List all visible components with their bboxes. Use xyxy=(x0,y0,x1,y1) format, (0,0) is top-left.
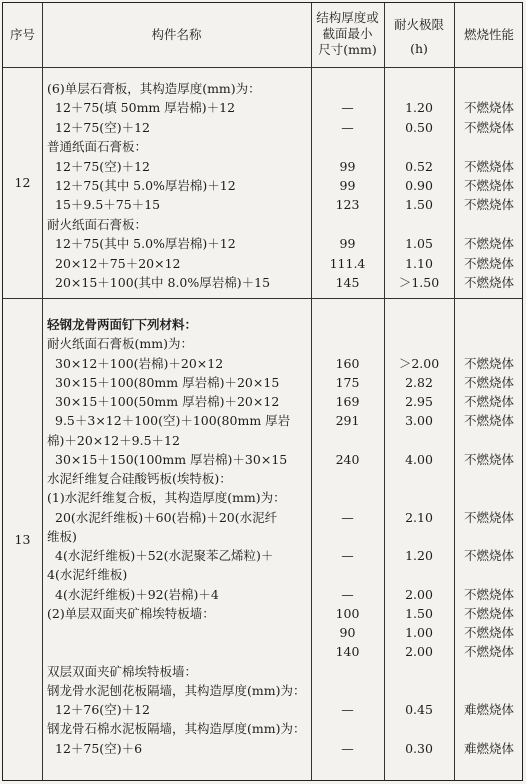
component-name: 4(水泥纤维板)＋52(水泥聚苯乙烯粒)＋ xyxy=(55,548,274,563)
thickness-value: — xyxy=(341,586,354,602)
burn-class-value: 不燃烧体 xyxy=(463,394,514,409)
header-limit: 耐火极限 (h) xyxy=(393,17,444,56)
component-name: 耐火纸面石膏板： xyxy=(47,216,148,232)
component-name: (1)水泥纤维复合板，其构造厚度(mm)为： xyxy=(47,490,286,506)
burn-class-value: 不燃烧体 xyxy=(463,100,514,116)
burn-class-value: 不燃烧体 xyxy=(463,355,514,371)
component-name: 4(水泥纤维板) xyxy=(47,567,128,583)
component-name: (2)单层双面夹矿棉埃特板墙： xyxy=(47,605,215,621)
thickness-value: 90 xyxy=(339,625,356,640)
fire-limit-value: 1.05 xyxy=(405,236,433,252)
fire-limit-value: 1.50 xyxy=(405,197,433,213)
burn-class-value: 不燃烧体 xyxy=(463,451,514,467)
component-name: 维板) xyxy=(47,528,77,544)
fire-limit-value: 4.00 xyxy=(405,451,433,467)
fire-limit-value: 2.00 xyxy=(405,586,433,602)
thickness-value: — xyxy=(341,100,354,116)
thickness-value: 100 xyxy=(335,605,360,621)
thickness-value: 291 xyxy=(335,413,360,429)
row-seq: 12 xyxy=(14,175,31,190)
component-name: 30×15＋150(100mm 厚岩棉)＋30×15 xyxy=(55,451,288,467)
thickness-value: — xyxy=(341,509,354,525)
thickness-value: 99 xyxy=(339,158,356,174)
fire-limit-value: 0.30 xyxy=(405,740,433,756)
col-divider xyxy=(42,3,43,780)
fire-limit-value: 2.10 xyxy=(405,509,433,525)
component-name: 钢龙骨石棉水泥板隔墙，其构造厚度(mm)为： xyxy=(47,721,306,737)
component-name: 棉)＋20×12＋9.5＋12 xyxy=(47,432,180,448)
fire-limit-value: 2.00 xyxy=(405,644,433,660)
burn-class-value: 难燃烧体 xyxy=(463,702,514,717)
burn-class-value: 不燃烧体 xyxy=(463,548,514,563)
burn-class-value: 不燃烧体 xyxy=(463,374,514,390)
component-name: 30×15＋100(80mm 厚岩棉)＋20×15 xyxy=(55,374,280,390)
thickness-value: — xyxy=(341,548,354,563)
burn-class-value: 难燃烧体 xyxy=(463,740,514,756)
thickness-value: — xyxy=(341,702,354,717)
thickness-value: 175 xyxy=(335,374,360,390)
fire-limit-value: 1.50 xyxy=(405,605,433,621)
thickness-value: 99 xyxy=(339,178,356,193)
component-name: 普通纸面石膏板： xyxy=(47,139,148,155)
component-name: 20(水泥纤维板)＋60(岩棉)＋20(水泥纤 xyxy=(55,509,278,525)
component-name: 耐火纸面石膏板(mm)为： xyxy=(47,336,193,352)
component-name: 30×12＋100(岩棉)＋20×12 xyxy=(55,355,224,371)
fire-limit-value: 0.50 xyxy=(405,119,433,135)
thickness-value: 160 xyxy=(335,355,360,371)
component-name: 双层双面夹矿棉埃特板墙： xyxy=(47,663,198,679)
component-name: 20×12＋75＋20×12 xyxy=(55,255,181,271)
burn-class-value: 不燃烧体 xyxy=(463,119,514,135)
component-name: 12＋75(其中 5.0%厚岩棉)＋12 xyxy=(55,178,236,193)
fire-limit-value: 1.00 xyxy=(405,625,433,640)
thickness-value: 240 xyxy=(335,451,360,467)
row-seq: 13 xyxy=(14,532,31,547)
component-name: 12＋75(填 50mm 厚岩棉)＋12 xyxy=(55,100,236,116)
thickness-value: — xyxy=(341,119,354,135)
component-name: 12＋75(空)＋12 xyxy=(55,158,150,174)
fire-limit-value: 2.95 xyxy=(405,394,433,409)
header-seq: 序号 xyxy=(9,27,35,42)
burn-class-value: 不燃烧体 xyxy=(463,625,514,640)
burn-class-value: 不燃烧体 xyxy=(463,509,514,525)
fire-rating-table xyxy=(2,2,523,781)
burn-class-value: 不燃烧体 xyxy=(463,275,514,290)
component-name: 12＋75(空)＋12 xyxy=(55,119,150,135)
fire-limit-value: 1.20 xyxy=(405,548,433,563)
fire-limit-value: 0.90 xyxy=(405,178,433,193)
fire-limit-value: 0.45 xyxy=(405,702,433,717)
burn-class-value: 不燃烧体 xyxy=(463,158,514,174)
header-divider xyxy=(3,67,522,68)
component-name: (6)单层石膏板，其构造厚度(mm)为： xyxy=(47,81,261,96)
thickness-value: 140 xyxy=(335,644,360,660)
burn-class-value: 不燃烧体 xyxy=(463,605,514,621)
group-divider xyxy=(3,298,522,299)
thickness-value: 99 xyxy=(339,236,356,252)
thickness-value: — xyxy=(341,740,354,756)
thickness-value: 111.4 xyxy=(329,255,366,271)
burn-class-value: 不燃烧体 xyxy=(463,178,514,193)
component-name: 12＋76(空)＋12 xyxy=(55,702,150,717)
thickness-value: 169 xyxy=(335,394,360,409)
component-name: 轻钢龙骨两面钉下列材料： xyxy=(47,317,198,332)
component-name: 钢龙骨水泥刨花板隔墙，其构造厚度(mm)为： xyxy=(47,682,306,698)
component-name: 12＋75(空)＋6 xyxy=(55,740,143,756)
fire-limit-value: 0.52 xyxy=(405,158,433,174)
burn-class-value: 不燃烧体 xyxy=(463,413,514,429)
header-name: 构件名称 xyxy=(151,27,202,42)
component-name: 水泥纤维复合硅酸钙板(埃特板)： xyxy=(47,471,232,486)
component-name: 20×15＋100(其中 8.0%厚岩棉)＋15 xyxy=(55,275,271,290)
fire-limit-value: 2.82 xyxy=(405,374,433,390)
burn-class-value: 不燃烧体 xyxy=(463,197,514,213)
component-name: 9.5＋3×12＋100(空)＋100(80mm 厚岩 xyxy=(55,413,291,429)
fire-limit-value: 3.00 xyxy=(405,413,433,429)
thickness-value: 145 xyxy=(335,275,360,290)
fire-limit-value: 1.10 xyxy=(405,255,433,271)
component-name: 12＋75(其中 5.0%厚岩棉)＋12 xyxy=(55,236,236,252)
burn-class-value: 不燃烧体 xyxy=(463,644,514,660)
fire-limit-value: 1.20 xyxy=(405,100,433,116)
header-burn: 燃烧性能 xyxy=(463,27,514,42)
thickness-value: 123 xyxy=(335,197,360,213)
fire-limit-value: ＞1.50 xyxy=(398,275,440,290)
burn-class-value: 不燃烧体 xyxy=(463,236,514,252)
burn-class-value: 不燃烧体 xyxy=(463,255,514,271)
component-name: 4(水泥纤维板)＋92(岩棉)＋4 xyxy=(55,586,219,602)
header-thickness: 结构厚度或 截面最小 尺寸(mm) xyxy=(316,10,379,57)
component-name: 15＋9.5＋75＋15 xyxy=(55,197,161,213)
burn-class-value: 不燃烧体 xyxy=(463,586,514,602)
component-name: 30×15＋100(50mm 厚岩棉)＋20×12 xyxy=(55,394,280,409)
fire-limit-value: ＞2.00 xyxy=(398,355,440,371)
